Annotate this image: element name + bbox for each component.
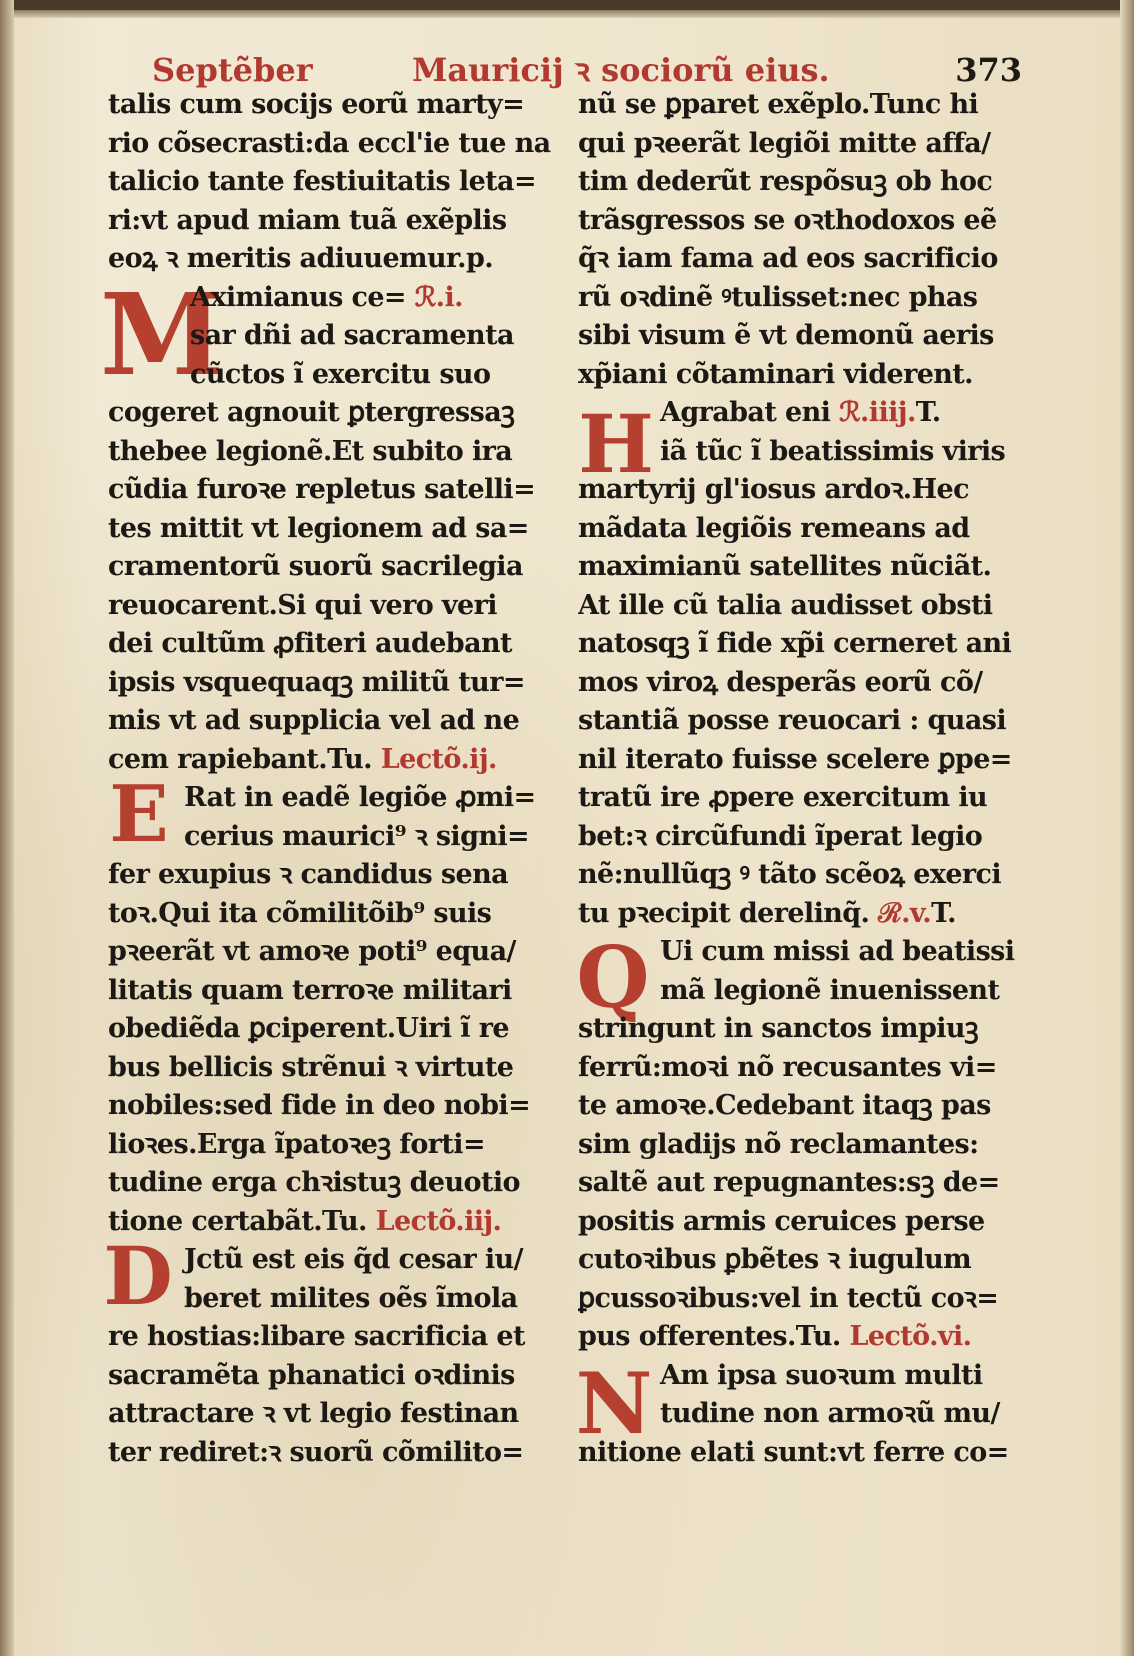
line-text: cutoꝛibus ꝑbẽtes ꝛ iugulum xyxy=(578,1244,972,1275)
line-text: q̃ꝛ iam fama ad eos sacrificio xyxy=(578,243,998,274)
text-line xyxy=(108,895,556,934)
right-text-column xyxy=(578,86,1026,1472)
folio-number: 373 xyxy=(955,51,1022,89)
text-line xyxy=(578,741,1026,780)
line-text: qui pꝛeerãt legiõi mitte affa/ xyxy=(578,127,991,159)
line-text: cogeret agnouit ꝑtergressaꝫ xyxy=(108,397,515,428)
line-text: mis vt ad supplicia vel ad ne xyxy=(108,705,520,736)
text-line xyxy=(108,818,556,857)
text-line xyxy=(108,86,556,125)
text-line xyxy=(108,433,556,472)
text-line xyxy=(578,394,1026,433)
line-text: sacramẽta phanatici oꝛdinis xyxy=(108,1359,515,1391)
text-line xyxy=(108,548,556,587)
text-line xyxy=(108,933,556,972)
initial-q: Q xyxy=(576,928,650,1027)
initial-n: N xyxy=(575,1354,653,1453)
line-text: pus offerentes.Tu. xyxy=(578,1321,841,1352)
text-line xyxy=(108,279,556,318)
text-line xyxy=(578,240,1026,279)
text-line xyxy=(578,125,1026,164)
text-line xyxy=(108,856,556,895)
rubric-marker: ℛ.v. xyxy=(869,897,932,929)
text-line xyxy=(108,1434,556,1473)
text-line xyxy=(108,394,556,433)
line-text: iã tũc ĩ beatissimis viris xyxy=(660,435,1006,467)
line-text: attractare ꝛ vt legio festinan xyxy=(108,1398,519,1429)
text-line xyxy=(108,1203,556,1242)
text-line xyxy=(578,856,1026,895)
line-text: cramentorũ suorũ sacrilegia xyxy=(108,551,523,582)
text-line xyxy=(578,356,1026,395)
text-line xyxy=(108,1049,556,1088)
text-line xyxy=(108,1280,556,1319)
line-text: fer exupius ꝛ candidus sena xyxy=(108,859,509,890)
line-text: cũdia furoꝛe repletus satelli= xyxy=(108,474,536,505)
text-line xyxy=(578,1126,1026,1165)
line-text: bus bellicis strẽnui ꝛ virtute xyxy=(108,1051,514,1083)
text-line xyxy=(108,1395,556,1434)
text-line xyxy=(108,779,556,818)
line-text: obediẽda ꝑciperent.Uiri ĩ re xyxy=(108,1013,509,1044)
text-line xyxy=(108,240,556,279)
line-text: Aximianus ce= xyxy=(190,281,406,313)
text-line xyxy=(108,1318,556,1357)
text-line xyxy=(578,1241,1026,1280)
line-text: martyrij gl'iosus ardoꝛ.Hec xyxy=(578,474,969,505)
text-line xyxy=(108,1126,556,1165)
line-text: maximianũ satellites nũciãt. xyxy=(578,551,992,582)
line-text: sim gladijs nõ reclamantes: xyxy=(578,1128,979,1160)
text-line xyxy=(578,818,1026,857)
text-line xyxy=(578,1395,1026,1434)
rubric-marker: Lectõ.iij. xyxy=(366,1205,502,1237)
line-text: cerius maurici⁹ ꝛ signi= xyxy=(184,820,530,852)
line-text: eoꝝ ꝛ meritis adiuuemur.p. xyxy=(108,243,494,274)
line-text: rũ oꝛdinẽ ꝰtulisset:nec phas xyxy=(578,281,978,313)
line-text: stantiã posse reuocari : quasi xyxy=(578,705,1006,736)
line-text: talis cum socijs eorũ marty= xyxy=(108,89,525,120)
left-text-column xyxy=(108,86,556,1472)
line-text: tes mittit vt legionem ad sa= xyxy=(108,512,529,544)
text-line xyxy=(108,1241,556,1280)
line-text: litatis quam terroꝛe militari xyxy=(108,974,512,1006)
text-line xyxy=(108,972,556,1011)
text-line xyxy=(578,625,1026,664)
text-line xyxy=(578,587,1026,626)
text-line xyxy=(578,471,1026,510)
line-text: pꝛeerãt vt amoꝛe poti⁹ equa/ xyxy=(108,936,516,967)
initial-e: E xyxy=(109,769,169,860)
line-tail: T. xyxy=(915,397,941,428)
text-line xyxy=(578,933,1026,972)
text-line xyxy=(108,702,556,741)
line-text: tratũ ire ꝓpere exercitum iu xyxy=(578,782,988,813)
line-text: tim dederũt respõsuꝫ ob hoc xyxy=(578,166,993,197)
rubric-marker: ℛ.i. xyxy=(405,281,463,313)
line-text: ꝑcussoꝛibus:vel in tectũ coꝛ= xyxy=(578,1282,999,1314)
text-line xyxy=(578,163,1026,202)
initial-h: H xyxy=(578,397,654,491)
text-line xyxy=(108,1010,556,1049)
text-line xyxy=(578,1434,1026,1473)
text-line xyxy=(578,202,1026,241)
line-text: Jctũ est eis q̃d cesar iu/ xyxy=(184,1244,523,1275)
initial-d: D xyxy=(103,1229,173,1323)
header-month: Septẽber xyxy=(152,51,313,89)
text-line xyxy=(578,779,1026,818)
line-text: talicio tante festiuitatis leta= xyxy=(108,166,536,197)
line-text: nobiles:sed fide in deo nobi= xyxy=(108,1090,531,1121)
page-top-edge xyxy=(0,0,1134,10)
page-right-edge xyxy=(1120,0,1134,1656)
page-top-shadow xyxy=(0,10,1134,18)
line-text: nil iterato fuisse scelere ꝑpe= xyxy=(578,743,1012,775)
line-text: mos viroꝝ desperãs eorũ cõ/ xyxy=(578,666,983,698)
line-text: ipsis vsquequaqꝫ militũ tur= xyxy=(108,666,525,698)
text-line xyxy=(578,1357,1026,1396)
line-text: nẽ:nullũqꝫ ꝰ tãto scẽoꝝ exerci xyxy=(578,859,1002,890)
initial-m: M xyxy=(100,270,224,401)
line-text: ferrũ:moꝛi nõ recusantes vi= xyxy=(578,1051,997,1083)
text-line xyxy=(108,510,556,549)
line-text: thebee legionẽ.Et subito ira xyxy=(108,435,513,467)
line-text: trãsgressos se oꝛthodoxos eẽ xyxy=(578,204,997,236)
line-text: stringunt in sanctos impiuꝫ xyxy=(578,1013,979,1044)
line-text: tu pꝛecipit derelinq̃. xyxy=(578,897,870,929)
line-text: mãdata legiõis remeans ad xyxy=(578,512,970,544)
line-text: Agrabat eni xyxy=(660,397,831,428)
text-line xyxy=(578,548,1026,587)
line-text: saltẽ aut repugnantes:sꝫ de= xyxy=(578,1167,1000,1198)
line-text: re hostias:libare sacrificia et xyxy=(108,1321,525,1352)
line-text: te amoꝛe.Cedebant itaqꝫ pas xyxy=(578,1090,991,1121)
rubric-marker: Lectõ.ij. xyxy=(371,743,497,775)
line-text: cũctos ĩ exercitu suo xyxy=(190,358,491,390)
text-line xyxy=(108,471,556,510)
line-text: ri:vt apud miam tuã exẽplis xyxy=(108,204,507,236)
line-text: ter rediret:ꝛ suorũ cõmilito= xyxy=(108,1436,524,1468)
line-text: cem rapiebant.Tu. xyxy=(108,743,372,775)
line-tail: T. xyxy=(931,897,956,929)
text-line xyxy=(578,972,1026,1011)
line-text: nũ se ꝑparet exẽplo.Tunc hi xyxy=(578,89,979,120)
text-line xyxy=(578,1280,1026,1319)
text-line xyxy=(108,664,556,703)
line-text: dei cultũm ꝓfiteri audebant xyxy=(108,628,512,659)
line-text: Rat in eadẽ legiõe ꝓmi= xyxy=(184,782,536,813)
text-line xyxy=(108,587,556,626)
text-line xyxy=(578,1318,1026,1357)
page-left-edge xyxy=(0,0,14,1656)
text-line xyxy=(578,1087,1026,1126)
text-line xyxy=(108,163,556,202)
text-line xyxy=(108,317,556,356)
line-text: xp̃iani cõtaminari viderent. xyxy=(578,358,973,390)
text-line xyxy=(578,86,1026,125)
text-line xyxy=(108,625,556,664)
text-line xyxy=(578,1049,1026,1088)
line-text: toꝛ.Qui ita cõmilitõib⁹ suis xyxy=(108,897,492,929)
text-line xyxy=(578,702,1026,741)
text-line xyxy=(578,279,1026,318)
line-text: At ille cũ talia audisset obsti xyxy=(578,589,993,621)
text-line xyxy=(578,1203,1026,1242)
text-line xyxy=(578,664,1026,703)
text-line xyxy=(578,433,1026,472)
line-text: tudine non armoꝛũ mu/ xyxy=(660,1398,1000,1429)
line-text: nitione elati sunt:vt ferre co= xyxy=(578,1436,1009,1468)
line-text: beret milites oẽs ĩmola xyxy=(184,1282,518,1314)
text-line xyxy=(578,895,1026,934)
line-text: sibi visum ẽ vt demonũ aeris xyxy=(578,320,994,351)
rubric-marker: Lectõ.vi. xyxy=(840,1321,972,1352)
line-text: sar dñi ad sacramenta xyxy=(190,320,514,351)
text-line xyxy=(578,1164,1026,1203)
text-line xyxy=(578,1010,1026,1049)
line-text: Ui cum missi ad beatissi xyxy=(660,936,1015,967)
line-text: Am ipsa suoꝛum multi xyxy=(660,1359,983,1391)
line-text: tudine erga chꝛistuꝫ deuotio xyxy=(108,1167,520,1198)
text-line xyxy=(108,1357,556,1396)
header-title: Mauricij ꝛ sociorũ eius. xyxy=(412,51,830,89)
text-line xyxy=(108,356,556,395)
text-line xyxy=(108,202,556,241)
line-text: rio cõsecrasti:da eccl'ie tue na xyxy=(108,127,551,159)
line-text: bet:ꝛ circũfundi ĩperat legio xyxy=(578,820,983,852)
line-text: natosqꝫ ĩ fide xp̃i cerneret ani xyxy=(578,628,1012,659)
text-line xyxy=(108,741,556,780)
text-line xyxy=(108,1164,556,1203)
line-text: tione certabãt.Tu. xyxy=(108,1205,367,1237)
text-line xyxy=(578,510,1026,549)
line-text: lioꝛes.Erga ĩpatoꝛeꝫ forti= xyxy=(108,1128,485,1160)
line-text: reuocarent.Si qui vero veri xyxy=(108,589,497,621)
line-text: mã legionẽ inuenissent xyxy=(660,974,1000,1006)
text-line xyxy=(108,125,556,164)
rubric-marker: ℛ.iiij. xyxy=(830,397,916,428)
text-line xyxy=(108,1087,556,1126)
text-line xyxy=(578,317,1026,356)
line-text: positis armis ceruices perse xyxy=(578,1205,985,1237)
